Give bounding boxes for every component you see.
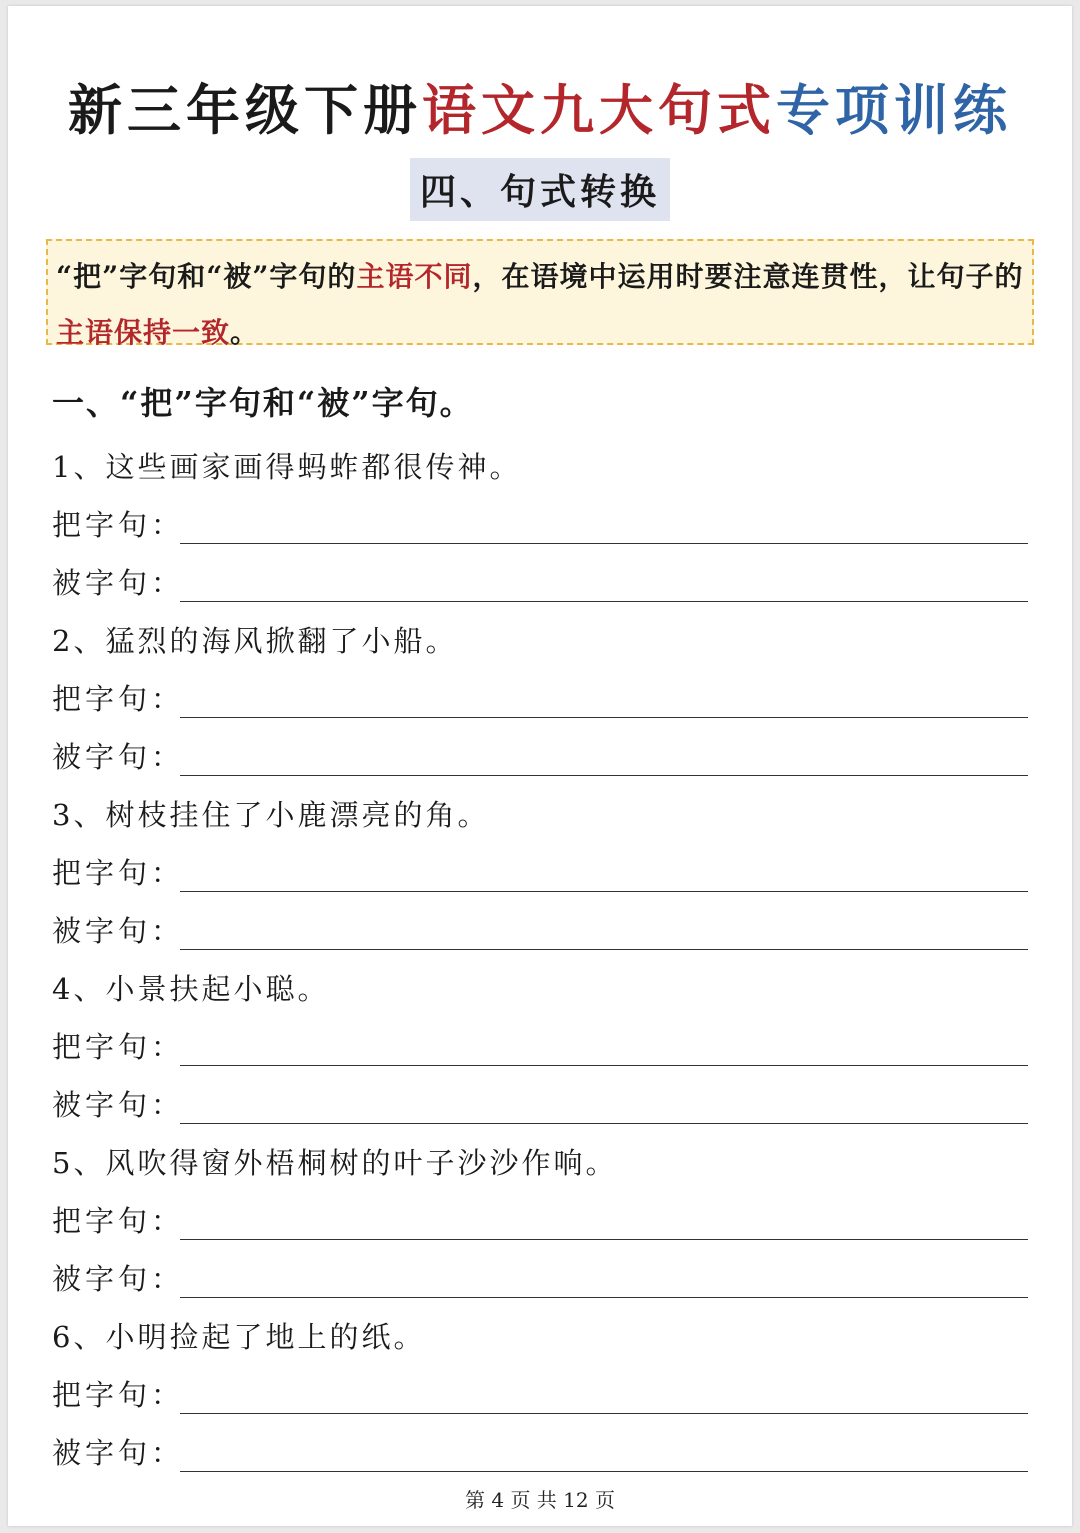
question-text: 3、树枝挂住了小鹿漂亮的角。: [52, 798, 490, 832]
answer-label-bei: 被字句：: [52, 1088, 185, 1122]
answer-row-bei: [52, 728, 1028, 786]
answer-line-bei[interactable]: [180, 949, 1028, 950]
page-number-footer: 第 4 页 共 12 页: [465, 1488, 615, 1512]
page-title: [8, 68, 1072, 145]
answer-label-bei: 被字句：: [52, 1436, 185, 1470]
answer-row-ba: [52, 1366, 1028, 1424]
answer-line-bei[interactable]: [180, 1297, 1028, 1298]
answer-label-bei: 被字句：: [52, 740, 185, 774]
question-list: [52, 438, 1028, 1482]
answer-line-ba[interactable]: [180, 1239, 1028, 1240]
answer-row-ba: [52, 844, 1028, 902]
answer-row-bei: [52, 1250, 1028, 1308]
answer-line-ba[interactable]: [180, 1413, 1028, 1414]
answer-label-ba: 把字句：: [52, 1204, 185, 1238]
tip-text-1: “把”字句和“被”字句的: [56, 260, 357, 293]
answer-row-bei: [52, 1076, 1028, 1134]
title-part-training: 专项训练: [776, 78, 1012, 142]
section-title-wrap: [8, 158, 1072, 221]
exercise-heading: 一、“把”字句和“被”字句。: [52, 384, 474, 422]
answer-label-bei: 被字句：: [52, 914, 185, 948]
answer-label-ba: 把字句：: [52, 856, 185, 890]
question-item: [52, 612, 1028, 786]
answer-label-ba: 把字句：: [52, 682, 185, 716]
tip-text-2: ，在语境中运用时要注意连贯性，让句子的: [472, 260, 1024, 293]
answer-row-bei: [52, 902, 1028, 960]
question-item: [52, 786, 1028, 960]
answer-line-ba[interactable]: [180, 891, 1028, 892]
question-text: 4、小景扶起小聪。: [52, 972, 330, 1006]
title-part-grade: 新三年级下册: [68, 78, 422, 142]
title-part-subject: 语文九大句式: [422, 78, 776, 142]
question-item: [52, 1308, 1028, 1482]
answer-row-ba: [52, 670, 1028, 728]
tip-box: [46, 239, 1034, 349]
question-text: 1、这些画家画得蚂蚱都很传神。: [52, 450, 522, 484]
answer-label-ba: 把字句：: [52, 1030, 185, 1064]
tip-highlight-1: 主语不同: [356, 260, 473, 293]
answer-line-ba[interactable]: [180, 717, 1028, 718]
answer-row-bei: [52, 554, 1028, 612]
tip-text-3: 。: [230, 316, 260, 349]
answer-label-bei: 被字句：: [52, 566, 185, 600]
worksheet-page: [8, 6, 1072, 1526]
answer-line-bei[interactable]: [180, 601, 1028, 602]
answer-row-ba: [52, 1192, 1028, 1250]
answer-label-ba: 把字句：: [52, 1378, 185, 1412]
answer-line-ba[interactable]: [180, 1065, 1028, 1066]
answer-line-bei[interactable]: [180, 775, 1028, 776]
question-text: 6、小明捡起了地上的纸。: [52, 1320, 426, 1354]
section-title: 四、句式转换: [410, 158, 670, 221]
question-text: 5、风吹得窗外梧桐树的叶子沙沙作响。: [52, 1146, 618, 1180]
question-item: [52, 1134, 1028, 1308]
answer-row-ba: [52, 1018, 1028, 1076]
answer-line-bei[interactable]: [180, 1123, 1028, 1124]
answer-row-ba: [52, 496, 1028, 554]
answer-line-bei[interactable]: [180, 1471, 1028, 1472]
question-item: [52, 438, 1028, 612]
answer-row-bei: [52, 1424, 1028, 1482]
tip-highlight-2: 主语保持一致: [56, 316, 231, 349]
question-item: [52, 960, 1028, 1134]
answer-label-ba: 把字句：: [52, 508, 185, 542]
answer-label-bei: 被字句：: [52, 1262, 185, 1296]
answer-line-ba[interactable]: [180, 543, 1028, 544]
question-text: 2、猛烈的海风掀翻了小船。: [52, 624, 458, 658]
